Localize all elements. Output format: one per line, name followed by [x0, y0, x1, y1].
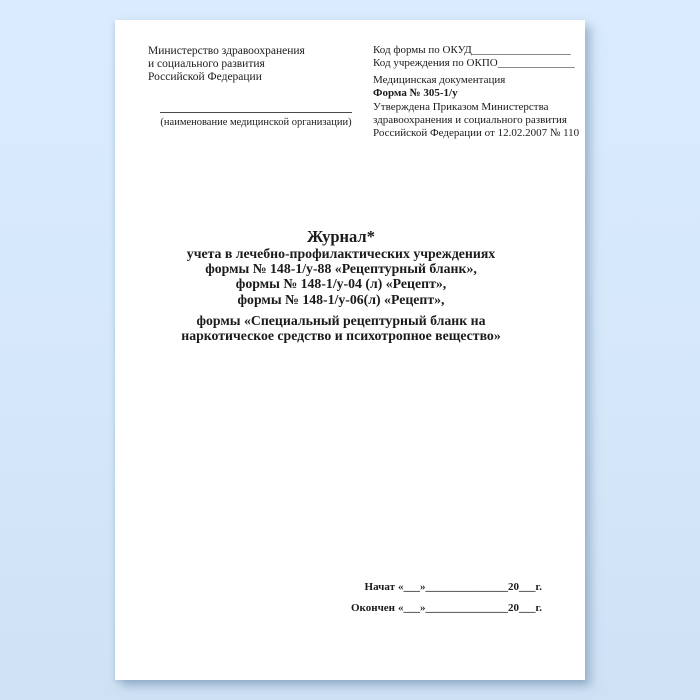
journal-title-block — [115, 228, 567, 343]
okpo-code-field: Код учреждения по ОКПО______________ — [373, 57, 575, 70]
date-fields-block — [350, 581, 542, 623]
title-line: формы № 148-1/у-06(л) «Рецепт», — [237, 291, 445, 307]
date-started-row — [350, 581, 542, 593]
approved-line: здравоохранения и социального развития — [373, 114, 567, 127]
title-line: формы № 148-1/у-04 (л) «Рецепт», — [235, 276, 447, 292]
special-form-line: наркотическое средство и психотропное вещество» — [181, 328, 501, 344]
title-line: учета в лечебно-профилактических учреждениях — [186, 246, 496, 261]
date-finished-label: Окончен — [350, 602, 395, 614]
approved-line: Российской Федерации от 12.02.2007 № 110 — [373, 127, 580, 140]
medical-documentation-label: Медицинская документация — [373, 73, 506, 86]
okud-code-field: Код формы по ОКУД__________________ — [373, 44, 571, 56]
date-started-value: «___»_______________20___г. — [398, 581, 543, 593]
date-finished-row — [350, 602, 542, 614]
title-line: формы № 148-1/у-88 «Рецептурный бланк», — [205, 261, 477, 277]
document-page — [115, 20, 585, 680]
form-number: Форма № 305-1/у — [373, 87, 458, 100]
ministry-line: Министерство здравоохранения — [148, 45, 305, 57]
form-codes-block — [373, 44, 581, 141]
ministry-block — [148, 45, 305, 84]
approved-line: Утверждена Приказом Министерства — [373, 100, 549, 113]
ministry-line: и социального развития — [148, 58, 265, 70]
organization-name-rule — [160, 112, 352, 113]
date-started-label: Начат — [364, 581, 395, 593]
special-form-line: формы «Специальный рецептурный бланк на — [196, 312, 486, 328]
ministry-line: Российской Федерации — [148, 71, 262, 83]
organization-name-caption: (наименование медицинской организации) — [160, 117, 352, 128]
journal-title: Журнал* — [307, 227, 375, 246]
date-finished-value: «___»_______________20___г. — [398, 602, 543, 614]
